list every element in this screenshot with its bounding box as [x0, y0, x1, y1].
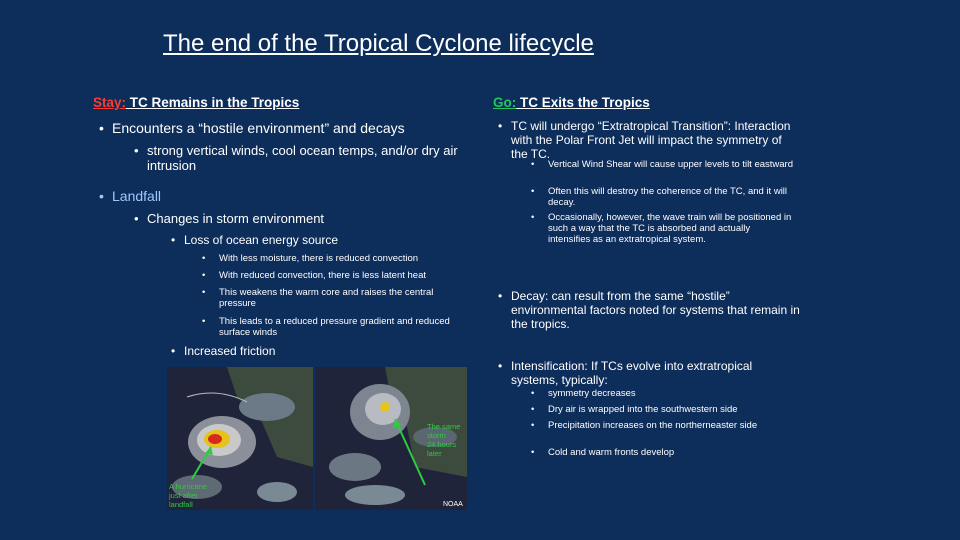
go-heading-text: TC Exits the Tropics [516, 95, 650, 110]
et-bullet: • TC will undergo “Extratropical Transition”: Interaction with the Polar Front Jet will impact the symmetry of the TC. [511, 120, 801, 161]
stay-key: Stay: [93, 95, 127, 110]
landfall-bullet: • Landfall [112, 188, 161, 204]
go-heading [493, 95, 650, 110]
page-title: The end of the Tropical Cyclone lifecycle [163, 30, 594, 57]
et-sub-item: • Often this will destroy the coherence of the TC, and it will decay. [548, 187, 803, 209]
intensification-sub-item: • Precipitation increases on the northerneaster side [548, 421, 798, 432]
et-sub-item: • Occasionally, however, the wave train will be positioned in such a way that the TC is absorbed and actually intensifies as an extratropical system. [548, 213, 793, 246]
go-key: Go: [493, 95, 517, 110]
friction-bullet: • Increased friction [184, 345, 275, 359]
decay-bullet: • Decay: can result from the same “hostile” environmental factors noted for systems that remain in the tropics. [511, 290, 801, 331]
hostile-sub-bullet: • strong vertical winds, cool ocean temps, and/or dry air intrusion [147, 144, 467, 174]
landfall-caption: A hurricane just after landfall [169, 482, 207, 509]
satellite-image-landfall [167, 367, 313, 510]
stay-heading [93, 95, 299, 110]
stay-heading-text: TC Remains in the Tropics [126, 95, 300, 110]
noaa-credit: NOAA [443, 501, 463, 508]
satellite-image-later [315, 367, 467, 510]
landfall-sub-bullet: • Changes in storm environment [147, 212, 324, 227]
intensification-bullet: • Intensification: If TCs evolve into extratropical systems, typically: [511, 360, 801, 388]
later-caption: The same storm 24 hours later [427, 422, 461, 458]
landfall-sub-sub-bullet: • Loss of ocean energy source [184, 234, 338, 248]
detail-item: • This weakens the warm core and raises the central pressure [219, 288, 454, 310]
intensification-sub-item: • symmetry decreases [548, 389, 803, 400]
detail-item: • With reduced convection, there is less latent heat [219, 271, 469, 282]
detail-item: • With less moisture, there is reduced convection [219, 254, 469, 265]
et-sub-item: • Vertical Wind Shear will cause upper levels to tilt eastward [548, 160, 798, 171]
detail-item: • This leads to a reduced pressure gradient and reduced surface winds [219, 317, 469, 339]
intensification-sub-item: • Cold and warm fronts develop [548, 448, 803, 459]
intensification-sub-item: • Dry air is wrapped into the southwestern side [548, 405, 803, 416]
hostile-bullet: • Encounters a “hostile environment” and decays [112, 120, 472, 136]
